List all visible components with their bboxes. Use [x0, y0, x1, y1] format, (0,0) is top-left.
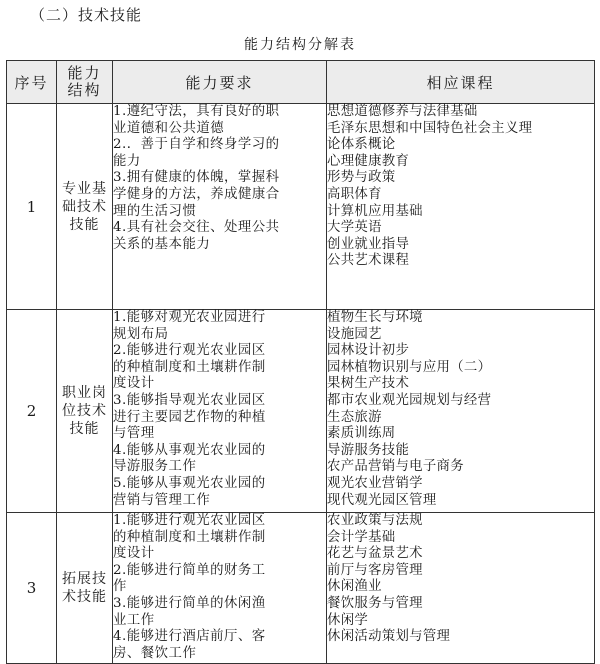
course-item: 农产品营销与电子商务	[327, 459, 464, 475]
course-item: 生态旅游	[327, 409, 382, 425]
requirement-line: 的种植制度和土壤耕作制	[113, 529, 266, 545]
row-index: 1	[7, 104, 57, 310]
section-title: （二）技术技能	[30, 6, 143, 24]
course-item: 设施园艺	[327, 326, 382, 342]
requirement-line: 能力	[113, 153, 141, 169]
course-item: 公共艺术课程	[327, 253, 410, 269]
requirement-line: 1.能够对观光农业园进行	[113, 310, 266, 325]
requirement-line: 作	[113, 579, 127, 595]
row-courses	[327, 310, 595, 513]
course-item: 园林植物识别与应用（二）	[327, 359, 492, 375]
header-row	[7, 61, 595, 104]
row-courses	[327, 513, 595, 664]
requirement-line: 4.能够从事观光农业园的	[113, 442, 266, 458]
requirement-line: 营销与管理工作	[113, 492, 211, 508]
header-courses: 相应课程	[327, 61, 595, 104]
requirement-line: 理的生活习惯	[113, 203, 197, 219]
requirement-line: 度设计	[113, 376, 155, 392]
requirement-line: 关系的基本能力	[113, 236, 211, 252]
course-item: 形势与政策	[327, 170, 396, 186]
requirement-line: 3.拥有健康的体魄，掌握科	[113, 170, 280, 186]
row-structure: 职业岗位技术技能	[57, 310, 113, 513]
requirement-line: 2.能够进行观光农业园区	[113, 343, 266, 359]
requirement-line: 的种植制度和土壤耕作制	[113, 359, 266, 375]
course-item: 高职体育	[327, 186, 382, 202]
course-item: 导游服务技能	[327, 442, 410, 458]
requirement-line: 房、餐饮工作	[113, 645, 197, 661]
course-item: 园林设计初步	[327, 343, 410, 359]
row-requirements	[113, 104, 327, 310]
header-structure-text: 能力结构	[67, 64, 102, 99]
course-item: 前厅与客房管理	[327, 562, 423, 578]
requirement-line: 规划布局	[113, 326, 169, 342]
requirement-line: 导游服务工作	[113, 459, 197, 475]
course-item: 休闲渔业	[327, 579, 382, 595]
course-item: 休闲活动策划与管理	[327, 629, 451, 645]
course-item: 都市农业观光园规划与经营	[327, 392, 492, 408]
header-index: 序号	[7, 61, 57, 104]
requirement-line: 与管理	[113, 426, 155, 442]
requirement-line: 4.能够进行酒店前厅、客	[113, 629, 266, 645]
requirement-line: 度设计	[113, 546, 155, 562]
course-item: 创业就业指导	[327, 236, 410, 252]
requirement-line: 3.能够进行简单的休闲渔	[113, 595, 266, 611]
table-row	[7, 310, 595, 513]
requirement-line: 进行主要园艺作物的种植	[113, 409, 266, 425]
requirement-line: 4.具有社会交往、处理公共	[113, 220, 280, 236]
requirement-line: 2.能够进行简单的财务工	[113, 562, 266, 578]
table-caption: 能力结构分解表	[244, 37, 356, 53]
course-item: 农业政策与法规	[327, 513, 423, 528]
course-item: 心理健康教育	[327, 153, 410, 169]
course-item: 餐饮服务与管理	[327, 595, 423, 611]
requirement-line: 学健身的方法，养成健康合	[113, 186, 280, 202]
course-item: 大学英语	[327, 220, 382, 236]
table-row	[7, 104, 595, 310]
requirement-line: 2.．善于自学和终身学习的	[113, 137, 280, 153]
course-item: 素质训练周	[327, 426, 396, 442]
requirement-line: 5.能够从事观光农业园的	[113, 475, 266, 491]
row-structure: 专业基础技术技能	[57, 104, 113, 310]
requirement-line: 1.遵纪守法，具有良好的职	[113, 104, 280, 119]
header-requirements: 能力要求	[113, 61, 327, 104]
course-item: 计算机应用基础	[327, 203, 423, 219]
course-item: 思想道德修养与法律基础	[327, 104, 478, 119]
header-structure	[57, 61, 113, 104]
requirement-line: 1.能够进行观光农业园区	[113, 513, 266, 528]
course-item: 花艺与盆景艺术	[327, 546, 423, 562]
row-index: 3	[7, 513, 57, 664]
course-item: 植物生长与环境	[327, 310, 423, 325]
course-item: 毛泽东思想和中国特色社会主义理	[327, 120, 533, 136]
row-requirements	[113, 513, 327, 664]
course-item: 果树生产技术	[327, 376, 410, 392]
ability-structure-table	[6, 60, 595, 664]
row-courses	[327, 104, 595, 310]
course-item: 现代观光园区管理	[327, 492, 437, 508]
course-item: 会计学基础	[327, 529, 396, 545]
course-item: 观光农业营销学	[327, 475, 423, 491]
row-structure: 拓展技术技能	[57, 513, 113, 664]
course-item: 论体系概论	[327, 137, 396, 153]
requirement-line: 业工作	[113, 612, 155, 628]
requirement-line: 3.能够指导观光农业园区	[113, 392, 266, 408]
row-requirements	[113, 310, 327, 513]
table-row	[7, 513, 595, 664]
course-item: 休闲学	[327, 612, 369, 628]
requirement-line: 业道德和公共道德	[113, 120, 225, 136]
row-index: 2	[7, 310, 57, 513]
